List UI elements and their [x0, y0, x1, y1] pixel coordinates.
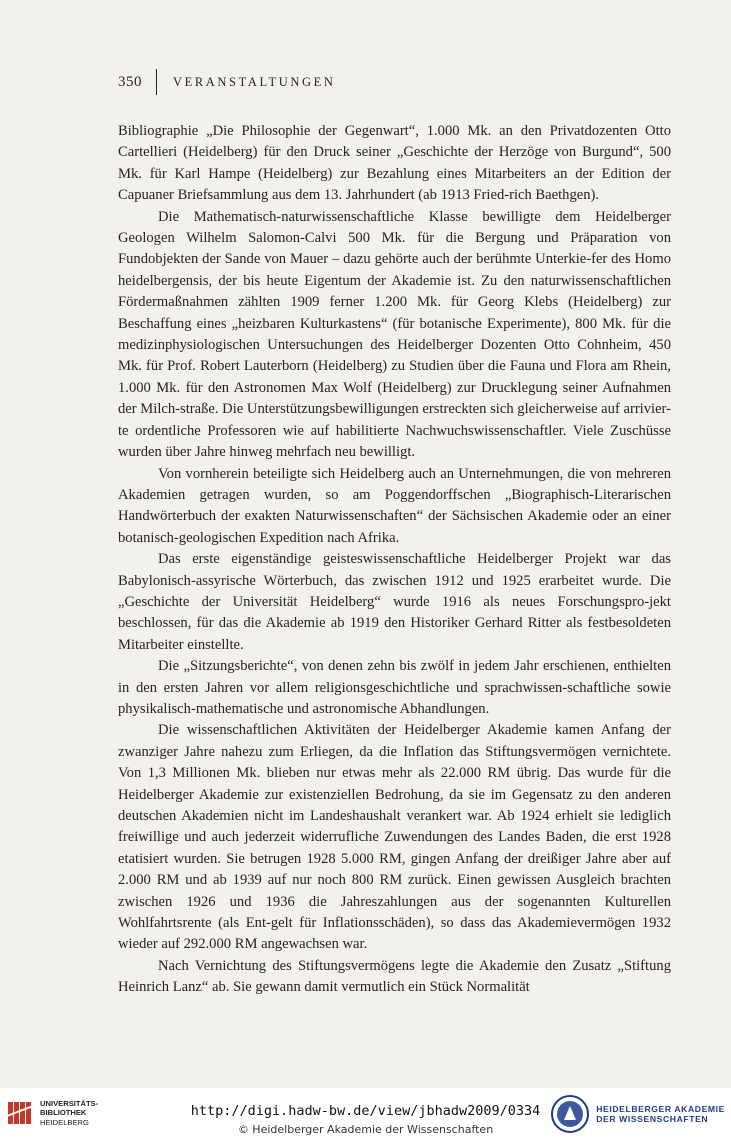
- paragraph: Von vornherein beteiligte sich Heidelberg auch an Unternehmungen, die von mehreren Akademien getragen wurden, so am Poggendorffschen „Biographisch-Literarischen Handwörterbuch der exakten Naturwissenschaften“ der Sächsischen Akademie oder an einer botanisch-geologischen Expedition nach Afrika.: [118, 465, 671, 546]
- header-divider: [156, 69, 157, 95]
- running-header: [118, 70, 336, 94]
- paragraph: Die „Sitzungsberichte“, von denen zehn bis zwölf in jedem Jahr erschienen, enthielten in den ersten Jahren vor allem religionsgeschichtliche und sprachwissen-schaftliche sowie physikalisch-mathematische und astronomische Abhandlungen.: [118, 658, 671, 717]
- academy-seal-icon: [550, 1094, 590, 1134]
- digitization-footer: [0, 1088, 731, 1142]
- copyright-notice: © Heidelberger Akademie der Wissenschaften: [237, 1123, 494, 1136]
- academy-name: HEIDELBERGER AKADEMIE DER WISSENSCHAFTEN: [596, 1103, 725, 1124]
- paragraph: Bibliographie „Die Philosophie der Gegenwart“, 1.000 Mk. an den Privatdozenten Otto Cartellieri (Heidelberg) für den Druck seiner „Geschichte der Herzöge von Burgund“, 500 Mk. für Karl Hampe (Heidelberg) zur Bezahlung eines Mitarbeiters an der Edition der Capuaner Briefsammlung aus dem 13. Jahrhundert (ab 1913 Fried-rich Baethgen).: [118, 123, 671, 204]
- page-number: 350: [118, 73, 142, 90]
- paragraph: Das erste eigenständige geisteswissenschaftliche Heidelberger Projekt war das Babylonisch-assyrische Wörterbuch, das zwischen 1912 und 1925 erarbeitet wurde. Die „Geschichte der Universität Heidelberg“ wurde 1916 als neues Forschungspro-jekt beschlossen, für das die Akademie ab 1919 den Historiker Gerhard Ritter als festbesoldeten Mitarbeiter einstellte.: [118, 551, 671, 653]
- paragraph: Die wissenschaftlichen Aktivitäten der Heidelberger Akademie kamen Anfang der zwanziger Jahre nahezu zum Erliegen, da die Inflation das Stiftungsvermögen vernichtete. Von 1,3 Millionen Mk. blieben nur etwas mehr als 22.000 RM übrig. Das wurde für die Heidelberger Akademie zur existenziellen Bedrohung, da sie im Gegensatz zu den anderen deutschen Akademien nicht im Landeshaushalt verankert war. Ab 1924 erhielt sie lediglich freiwillige und auch jederzeit widerrufliche Zuwendungen des Landes Baden, die erst 1928 etatisiert wurden. Sie betrugen 1928 5.000 RM, gingen Anfang der dreißiger Jahre aber auf 2.000 RM und ab 1939 auf nur noch 800 RM zurück. Einen gewissen Ausgleich brachten zwischen 1926 und 1936 die Jahreszahlungen aus der sogenannten Kulturellen Wohlfahrtsrente (als Ent-gelt für Inflationsschäden), so dass das Akademievermögen 1932 wieder auf 292.000 RM angewachsen war.: [118, 722, 671, 953]
- section-title: VERANSTALTUNGEN: [173, 74, 336, 89]
- academy-logo[interactable]: [550, 1094, 725, 1134]
- permalink-url[interactable]: http://digi.hadw-bw.de/view/jbhadw2009/0334: [190, 1103, 541, 1119]
- body-text: [118, 121, 671, 999]
- paragraph: Die Mathematisch-naturwissenschaftliche Klasse bewilligte dem Heidelberger Geologen Wilhelm Salomon-Calvi 500 Mk. für die Bergung und Präparation von Fundobjekten der Sande von Mauer – dazu gehörte auch der berühmte Unterkie-fer des Homo heidelbergensis, der bis heute Eigentum der Akademie ist. Zu den naturwissenschaftlichen Fördermaßnahmen zählten 1909 ferner 1.200 Mk. für Georg Klebs (Heidelberg) zur Beschaffung eines „heizbaren Kulturkastens“ (für botanische Experimente), 800 Mk. für die medizinphysiologischen Untersuchungen des Heidelberger Dozenten Otto Cohnheim, 450 Mk. für Prof. Robert Lauterborn (Heidelberg) zu Studien über die Fauna und Flora am Rhein, 1.000 Mk. für den Astronomen Max Wolf (Heidelberg) zur Drucklegung seiner Aufnahmen der Milch-straße. Die Unterstützungsbewilligungen erstreckten sich gleicherweise auf arrivier-te ordentliche Professoren wie auf habilitierte Nachwuchswissenschaftler. Viele Zuschüsse wurden über Jahre hinweg mehrfach neu bewilligt.: [118, 208, 671, 461]
- library-name: UNIVERSITÄTS- BIBLIOTHEK HEIDELBERG: [40, 1099, 99, 1127]
- paragraph: Nach Vernichtung des Stiftungsvermögens legte die Akademie den Zusatz „Stiftung Heinrich Lanz“ ab. Sie gewann damit vermutlich ein Stück Normalität: [118, 957, 671, 996]
